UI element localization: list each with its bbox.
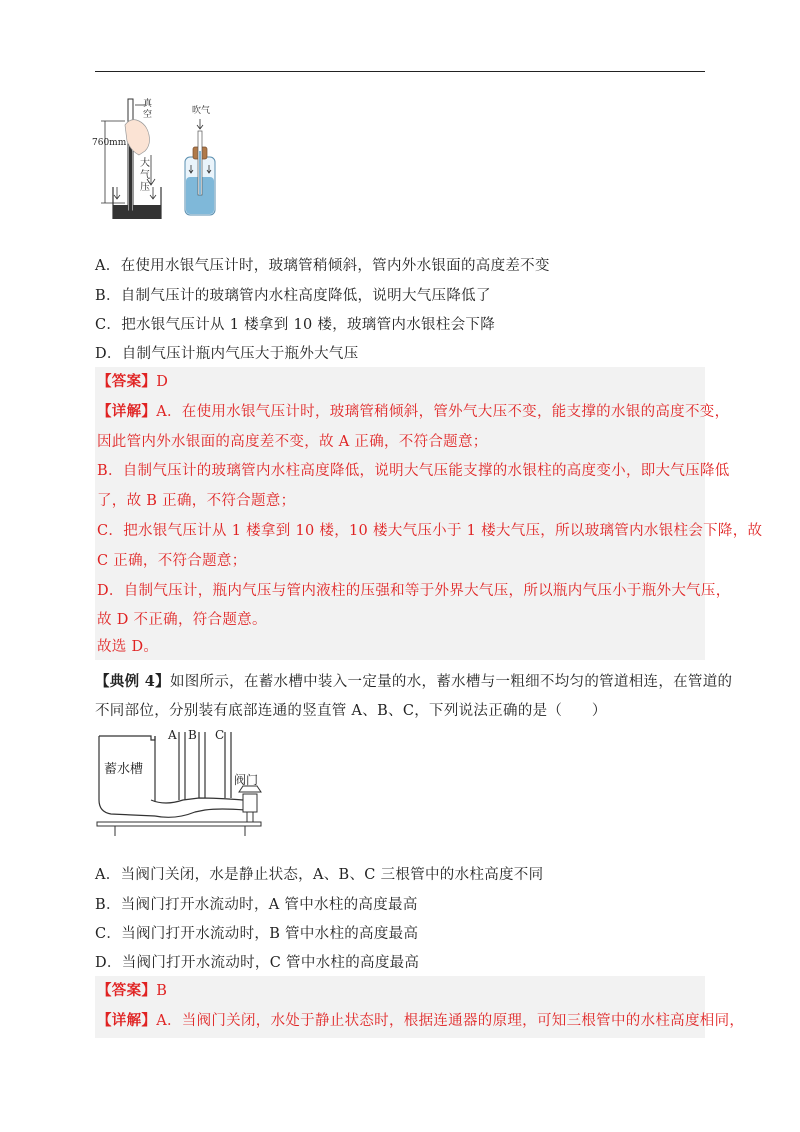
q3-option-d: D．自制气压计瓶内气压大于瓶外大气压 xyxy=(95,346,359,362)
q3-detail-line-3: B．自制气压计的玻璃管内水柱高度降低，说明大气压能支撑的水银柱的高度变小，即大气压降低 xyxy=(97,463,730,479)
q3-detail-line-9: 故选 D。 xyxy=(97,639,159,655)
barometer-figure xyxy=(95,95,235,225)
label-vacuum: 真空 xyxy=(143,99,153,120)
q4-option-c: C．当阀门打开水流动时，B 管中水柱的高度最高 xyxy=(95,926,419,942)
label-valve: 阀门 xyxy=(234,773,259,787)
q4-option-d: D．当阀门打开水流动时，C 管中水柱的高度最高 xyxy=(95,955,420,971)
q3-option-c: C．把水银气压计从 1 楼拿到 10 楼，玻璃管内水银柱会下降 xyxy=(95,317,496,333)
detail-tag: 【详解】 xyxy=(97,1012,157,1029)
label-atmospheric-pressure: 大气压 xyxy=(140,158,150,193)
label-tube-b: B xyxy=(188,728,197,742)
q4-option-a: A．当阀门关闭，水是静止状态，A、B、C 三根管中的水柱高度不同 xyxy=(95,867,544,883)
label-tube-a: A xyxy=(168,728,177,742)
q3-detail-line-1: 【详解】A．在使用水银气压计时，玻璃管稍倾斜，管外气大压不变，能支撑的水银的高度不变， xyxy=(97,403,730,420)
q3-detail-line-7: D．自制气压计，瓶内气压与管内液柱的压强和等于外界大气压，所以瓶内气压小于瓶外大气压， xyxy=(97,583,731,599)
answer-value: D xyxy=(156,374,169,390)
q3-detail-line-4: 了，故 B 正确，不符合题意； xyxy=(97,493,296,509)
q3-detail-line-8: 故 D 不正确，符合题意。 xyxy=(97,612,267,628)
q4-option-b: B．当阀门打开水流动时，A 管中水柱的高度最高 xyxy=(95,897,418,913)
q3-answer-block xyxy=(95,367,763,660)
answer-tag: 【答案】 xyxy=(97,373,157,390)
q3-option-b: B．自制气压计的玻璃管内水柱高度降低，说明大气压降低了 xyxy=(95,288,491,304)
example-tag: 【典例 4】 xyxy=(95,673,170,690)
q3-option-a: A．在使用水银气压计时，玻璃管稍倾斜，管内外水银面的高度差不变 xyxy=(95,258,550,274)
answer-value: B xyxy=(156,983,168,999)
answer-tag: 【答案】 xyxy=(97,982,157,999)
header-rule xyxy=(95,71,705,72)
q3-detail-line-5: C．把水银气压计从 1 楼拿到 10 楼，10 楼大气压小于 1 楼大气压，所以玻璃管内水银柱会下降，故 xyxy=(97,523,763,539)
q3-detail-line-2: 因此管内外水银面的高度差不变，故 A 正确，不符合题意； xyxy=(97,434,488,450)
detail-tag: 【详解】 xyxy=(97,403,157,420)
label-tank: 蓄水槽 xyxy=(104,762,144,777)
q3-answer xyxy=(97,370,168,391)
q4-detail-line-1: 【详解】A．当阀门关闭，水处于静止状态时，根据连通器的原理，可知三根管中的水柱高度相同， xyxy=(97,1012,745,1029)
label-tube-c: C xyxy=(215,728,225,742)
label-blow: 吹气 xyxy=(192,106,211,116)
q3-detail-line-6: C 正确，不符合题意； xyxy=(97,553,247,569)
q4-stem-line-2: 不同部位，分别装有底部连通的竖直管 A、B、C，下列说法正确的是（ ） xyxy=(95,703,607,719)
q4-answer-block xyxy=(95,976,745,1038)
label-760mm: 760mm xyxy=(92,138,127,148)
q4-stem-line-1: 【典例 4】如图所示，在蓄水槽中装入一定量的水，蓄水槽与一粗细不均匀的管道相连，在管道的 xyxy=(95,673,733,690)
q4-answer xyxy=(97,979,167,1000)
